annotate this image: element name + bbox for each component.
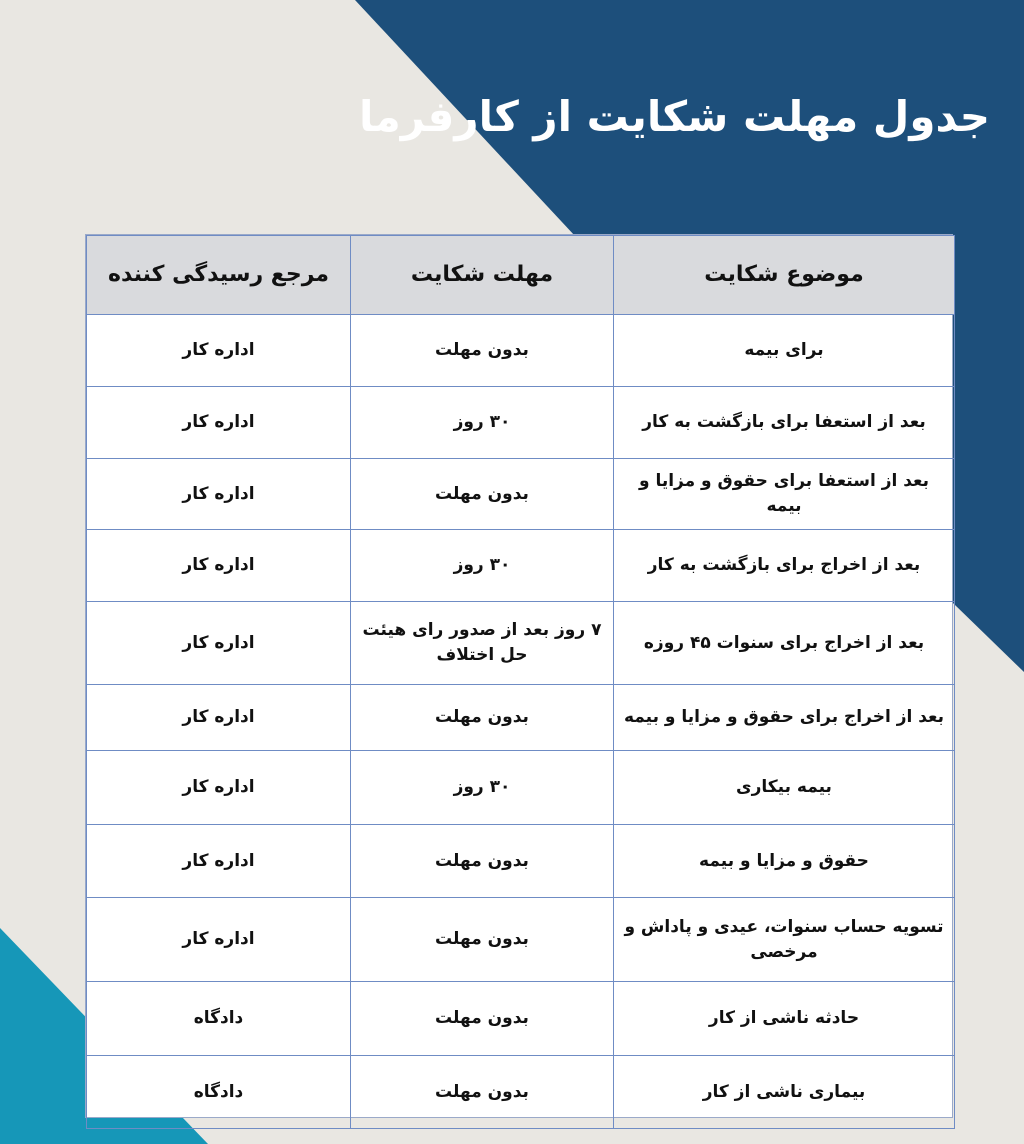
cell-subject: تسویه حساب سنوات، عیدی و پاداش و مرخصی xyxy=(614,898,955,982)
cell-subject: بعد از اخراج برای حقوق و مزایا و بیمه xyxy=(614,685,955,751)
cell-subject: بعد از اخراج برای بازگشت به کار xyxy=(614,530,955,602)
table-row xyxy=(87,825,955,898)
table-row xyxy=(87,751,955,825)
cell-deadline: ۳۰ روز xyxy=(351,387,614,459)
cell-deadline: ۳۰ روز xyxy=(351,530,614,602)
table-row xyxy=(87,982,955,1056)
cell-authority: اداره کار xyxy=(87,387,351,459)
cell-deadline: بدون مهلت xyxy=(351,898,614,982)
cell-subject: بیمه بیکاری xyxy=(614,751,955,825)
table-row xyxy=(87,315,955,387)
complaint-deadline-table xyxy=(85,234,953,1118)
cell-deadline: ۷ روز بعد از صدور رای هیئت حل اختلاف xyxy=(351,602,614,685)
table-row xyxy=(87,685,955,751)
table-row xyxy=(87,1056,955,1129)
table-row xyxy=(87,898,955,982)
table-row xyxy=(87,602,955,685)
cell-deadline: بدون مهلت xyxy=(351,315,614,387)
header-deadline: مهلت شکایت xyxy=(351,236,614,315)
cell-authority: اداره کار xyxy=(87,751,351,825)
header-authority: مرجع رسیدگی کننده xyxy=(87,236,351,315)
cell-authority: اداره کار xyxy=(87,898,351,982)
cell-authority: اداره کار xyxy=(87,825,351,898)
cell-authority: دادگاه xyxy=(87,982,351,1056)
header-subject: موضوع شکایت xyxy=(614,236,955,315)
cell-authority: اداره کار xyxy=(87,315,351,387)
cell-deadline: بدون مهلت xyxy=(351,685,614,751)
cell-deadline: بدون مهلت xyxy=(351,982,614,1056)
table-row xyxy=(87,530,955,602)
cell-authority: اداره کار xyxy=(87,530,351,602)
cell-subject: بیماری ناشی از کار xyxy=(614,1056,955,1129)
cell-authority: دادگاه xyxy=(87,1056,351,1129)
cell-authority: اداره کار xyxy=(87,685,351,751)
table-header-row xyxy=(87,236,955,315)
table-row xyxy=(87,459,955,530)
cell-subject: حقوق و مزایا و بیمه xyxy=(614,825,955,898)
cell-authority: اداره کار xyxy=(87,602,351,685)
cell-deadline: بدون مهلت xyxy=(351,459,614,530)
page-title: جدول مهلت شکایت از کارفرما xyxy=(359,92,990,141)
cell-deadline: ۳۰ روز xyxy=(351,751,614,825)
cell-subject: بعد از استعفا برای حقوق و مزایا و بیمه xyxy=(614,459,955,530)
cell-deadline: بدون مهلت xyxy=(351,1056,614,1129)
cell-subject: بعد از استعفا برای بازگشت به کار xyxy=(614,387,955,459)
cell-subject: برای بیمه xyxy=(614,315,955,387)
cell-subject: بعد از اخراج برای سنوات ۴۵ روزه xyxy=(614,602,955,685)
cell-authority: اداره کار xyxy=(87,459,351,530)
table-row xyxy=(87,387,955,459)
cell-deadline: بدون مهلت xyxy=(351,825,614,898)
cell-subject: حادثه ناشی از کار xyxy=(614,982,955,1056)
